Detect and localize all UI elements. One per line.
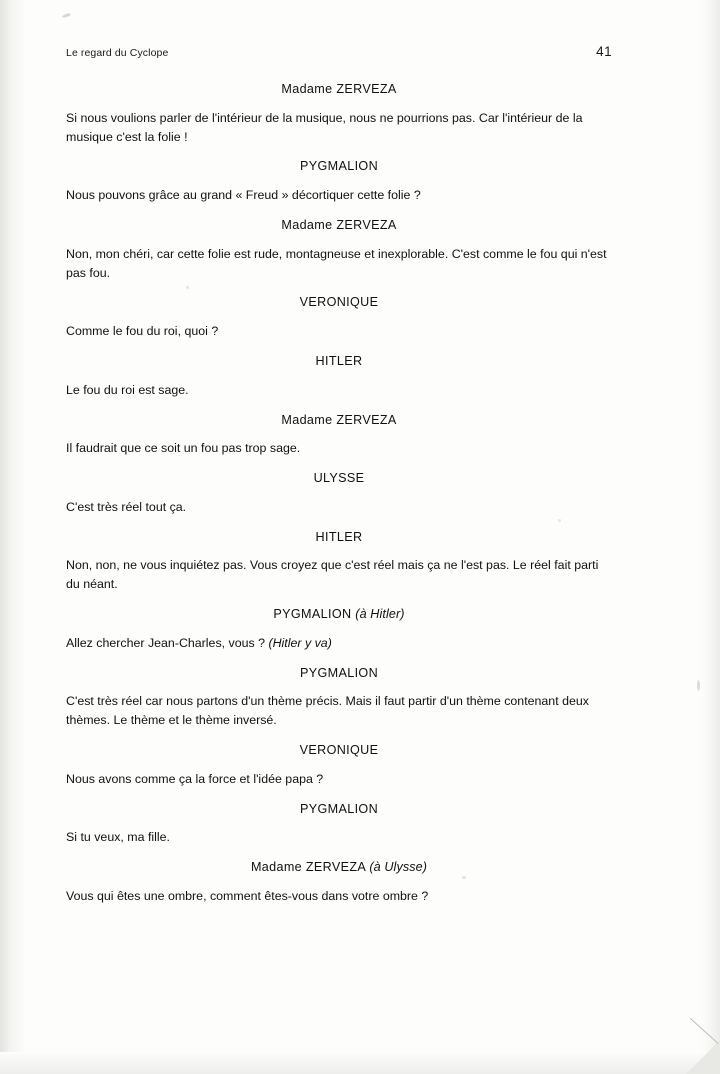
dialogue-block — [66, 802, 612, 848]
page-number: 41 — [596, 44, 612, 59]
speaker-name — [66, 743, 612, 759]
speaker-label: HITLER — [315, 354, 363, 368]
dialogue-line: Si tu veux, ma fille. — [66, 830, 170, 845]
dialogue-line: Le fou du roi est sage. — [66, 382, 189, 397]
speaker-name — [66, 607, 612, 623]
dialogue-line: Vous qui êtes une ombre, comment êtes-vous dans votre ombre ? — [66, 889, 429, 904]
dialogue-line: Nous avons comme ça la force et l'idée papa ? — [66, 771, 324, 786]
inline-stage-direction: (Hitler y va) — [268, 635, 332, 650]
dialogue-block — [66, 218, 612, 282]
speaker-stage-note: (à Hitler) — [355, 607, 405, 622]
running-title: Le regard du Cyclope — [66, 47, 169, 59]
dialogue-block — [66, 860, 612, 906]
script-body — [66, 82, 612, 914]
speaker-label: Madame ZERVEZA — [281, 82, 397, 96]
dialogue-line — [66, 634, 612, 653]
dialogue-block — [66, 82, 612, 146]
speaker-label: PYGMALION — [299, 801, 379, 816]
dialogue-block — [66, 295, 612, 341]
speaker-label: Madame ZERVEZA — [281, 412, 397, 427]
dialogue-block — [66, 743, 612, 789]
speaker-label: VERONIQUE — [299, 295, 379, 310]
dialogue-text: Allez chercher Jean-Charles, vous ? — [66, 635, 266, 650]
speaker-label: HITLER — [315, 529, 363, 544]
dialogue-block — [66, 530, 612, 594]
speaker-label: Madame ZERVEZA — [250, 860, 366, 875]
dialogue-block — [66, 666, 612, 730]
speaker-stage-note: (à Ulysse) — [369, 860, 428, 875]
dialogue-block — [66, 471, 612, 517]
dialogue-block — [66, 413, 612, 459]
dialogue-block — [66, 607, 612, 653]
dialogue-line: C'est très réel car nous partons d'un thème précis. Mais il faut partir d'un thème contenant deux thèmes. Le thème et le thème inversé. — [66, 694, 589, 728]
dialogue-block — [66, 159, 612, 205]
dialogue-line: C'est très réel tout ça. — [66, 499, 187, 514]
dialogue-line: Il faudrait que ce soit un fou pas trop sage. — [66, 441, 301, 456]
speaker-name — [66, 82, 612, 98]
speaker-name — [66, 413, 612, 429]
speaker-name — [66, 295, 612, 311]
speaker-label: PYGMALION — [299, 159, 379, 174]
dialogue-block — [66, 354, 612, 400]
speaker-name — [66, 860, 612, 876]
speaker-name — [66, 666, 612, 682]
dialogue-line: Non, non, ne vous inquiétez pas. Vous croyez que c'est réel mais ça ne l'est pas. Le réel fait parti du néant. — [66, 558, 599, 592]
speaker-label: PYGMALION — [299, 665, 379, 680]
speaker-name — [66, 471, 612, 487]
speaker-label: Madame ZERVEZA — [281, 218, 397, 232]
speaker-label: VERONIQUE — [299, 743, 379, 758]
speaker-name — [66, 802, 612, 818]
dialogue-line: Comme le fou du roi, quoi ? — [66, 324, 219, 339]
speaker-name — [66, 354, 612, 370]
speaker-label: PYGMALION — [273, 607, 352, 622]
dialogue-line: Si nous voulions parler de l'intérieur de la musique, nous ne pourrions pas. Car l'intérieur de la musique c'est la folie ! — [66, 110, 583, 144]
dialogue-line: Nous pouvons grâce au grand « Freud » décortiquer cette folie ? — [66, 188, 421, 203]
speaker-label: ULYSSE — [313, 471, 365, 486]
page-header — [66, 44, 612, 59]
speaker-name — [66, 530, 612, 546]
speaker-name — [66, 159, 612, 175]
speaker-name — [66, 218, 612, 234]
dialogue-line: Non, mon chéri, car cette folie est rude, montagneuse et inexplorable. C'est comme le fou qui n'est pas fou. — [66, 246, 607, 280]
